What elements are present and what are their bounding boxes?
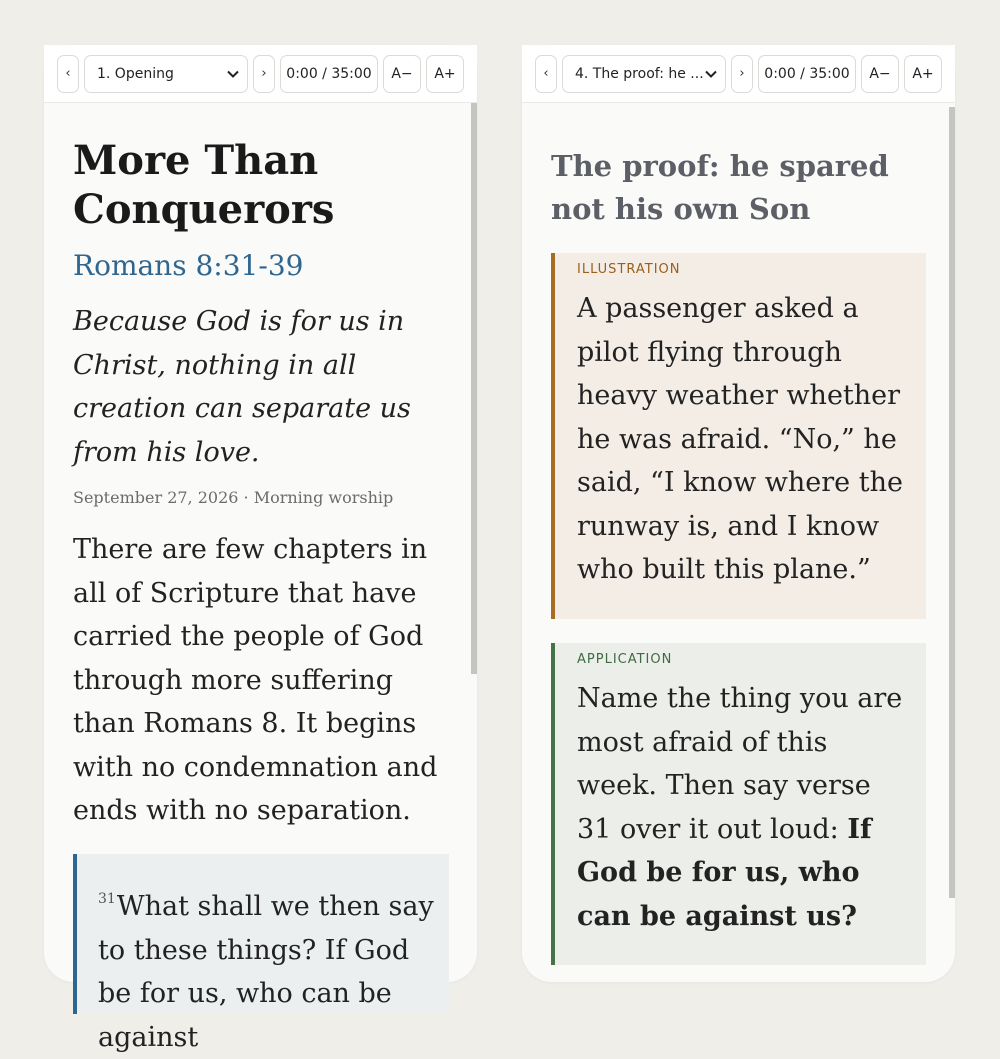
previous-section-button[interactable]: ‹ (57, 55, 79, 93)
section-heading: The proof: he spared not his own Son (551, 149, 889, 226)
scripture-reference[interactable]: Romans 8:31-39 (73, 249, 304, 282)
playback-toolbar (522, 45, 955, 103)
section-select-value: 1. Opening (97, 65, 174, 82)
verse-number: 31 (98, 891, 116, 907)
callout-label: APPLICATION (577, 652, 673, 667)
increase-font-button[interactable]: A+ (426, 55, 464, 93)
reader-panel-left (44, 45, 477, 1053)
application-callout (551, 643, 926, 965)
timer-display[interactable]: 0:00 / 35:00 (758, 55, 856, 93)
sermon-title: More Than Conquerors (73, 137, 335, 233)
previous-section-button[interactable]: ‹ (535, 55, 557, 93)
chevron-down-icon (705, 70, 717, 78)
increase-font-button[interactable]: A+ (904, 55, 942, 93)
next-section-button[interactable]: › (253, 55, 275, 93)
verse-text: What shall we then say to these things? If God be for us, who can be against (98, 891, 434, 1053)
sermon-summary: Because God is for us in Christ, nothing in all creation can separate us from his love. (73, 306, 411, 468)
application-emphasis: If God be for us, who can be against us? (577, 813, 872, 932)
scrollbar-thumb[interactable] (949, 107, 955, 898)
scripture-quote (73, 854, 449, 1053)
decrease-font-button[interactable]: A− (861, 55, 899, 93)
application-text: Name the thing you are most afraid of this week. Then say verse 31 over it out loud: (577, 683, 903, 845)
callout-label: ILLUSTRATION (577, 262, 681, 277)
scrollbar-thumb[interactable] (471, 103, 477, 674)
sermon-paragraph: There are few chapters in all of Scripture that have carried the people of God through more suffering than Romans 8. It begins with no condemnation and ends with no separation. (73, 534, 438, 826)
callout-text (577, 677, 906, 938)
illustration-callout (551, 253, 926, 619)
timer-display[interactable]: 0:00 / 35:00 (280, 55, 378, 93)
reader-panel-right (522, 45, 955, 982)
scrollbar[interactable] (949, 103, 955, 982)
next-section-button[interactable]: › (731, 55, 753, 93)
section-select[interactable] (562, 55, 726, 93)
decrease-font-button[interactable]: A− (383, 55, 421, 93)
playback-toolbar (44, 45, 477, 103)
scrollbar[interactable] (471, 103, 477, 982)
callout-text: A passenger asked a pilot flying through heavy weather whether he was afraid. “No,” he said, “I know where the runway is, and I know who built this plane.” (577, 293, 903, 585)
section-select[interactable] (84, 55, 248, 93)
chevron-down-icon (227, 70, 239, 78)
sermon-meta: September 27, 2026 · Morning worship (73, 488, 394, 507)
sermon-header (73, 125, 448, 833)
section-select-value: 4. The proof: he ... (575, 65, 704, 82)
